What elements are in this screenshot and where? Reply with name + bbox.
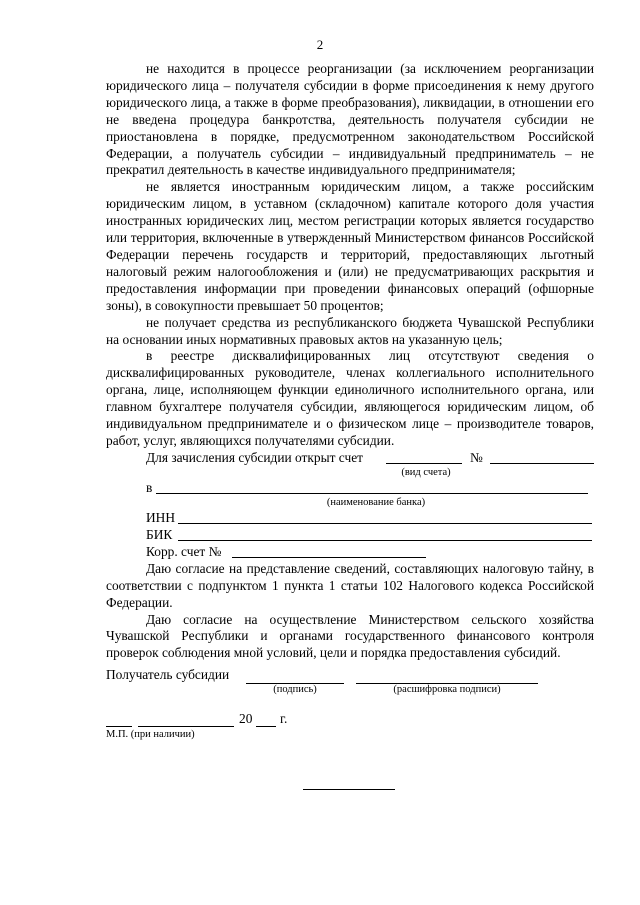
date-year-suffix: г. xyxy=(280,711,288,726)
signature-decode-field[interactable] xyxy=(356,670,538,684)
date-day-field[interactable] xyxy=(106,713,132,727)
account-label: Для зачисления субсидии открыт счет xyxy=(146,449,364,465)
paragraph-reorganization: не находится в процессе реорганизации (за исключением реорганизации юридического лица – получателя субсидии в форме присоединения к нему другого юридического лица, а также в форме преобразования), ликвидации, в отношении его не введена процедура банкротства, деятельность получателя субсидии не приостановлена в порядке, предусмотренном законодательством Российской Федерации, а получатель субсидии – индивидуальный предприниматель – не прекратил деятельность в качестве индивидуального предпринимателя; xyxy=(106,61,594,178)
bank-name-field[interactable] xyxy=(156,480,588,494)
date-year-field[interactable] xyxy=(256,713,276,727)
corr-account-label: Корр. счет № xyxy=(146,543,222,559)
stamp-label: М.П. (при наличии) xyxy=(106,729,195,740)
corr-account-field[interactable] xyxy=(232,544,426,558)
bik-label: БИК xyxy=(146,526,173,542)
date-year-prefix: 20 xyxy=(239,711,253,726)
account-type-field[interactable] xyxy=(386,450,462,464)
inn-label: ИНН xyxy=(146,509,176,525)
account-number-field[interactable] xyxy=(490,450,594,464)
paragraph-budget-funds: не получает средства из республиканского бюджета Чувашской Республики на основании иных нормативных правовых актов на указанную цель; xyxy=(106,314,594,347)
account-number-sign: № xyxy=(470,449,483,465)
document-body xyxy=(106,61,594,662)
signature-caption: (подпись) xyxy=(273,684,317,695)
inn-field[interactable] xyxy=(178,510,592,524)
recipient-label: Получатель субсидии xyxy=(106,667,230,682)
bik-row xyxy=(106,527,594,544)
bank-prefix: в xyxy=(146,479,153,495)
end-divider xyxy=(303,789,395,790)
signature-decode-caption: (расшифровка подписи) xyxy=(393,684,501,695)
inn-row xyxy=(106,510,594,527)
bank-caption: (наименование банка) xyxy=(326,496,426,508)
paragraph-disqualified-registry: в реестре дисквалифицированных лиц отсутствуют сведения о дисквалифицированных руководителе, членах коллегиального исполнительного органа, лице, исполняющем функции единоличного исполнительного органа, или главном бухгалтере получателя субсидии, являющегося юридическим лицом, об индивидуальном предпринимателе и о физическом лице – производителе товаров, работ, услуг, являющихся получателями субсидии. xyxy=(106,348,594,448)
signature-field[interactable] xyxy=(246,670,344,684)
paragraph-foreign-entity: не является иностранным юридическим лицом, а также российским юридическим лицом, в уставном (складочном) капитале которого доля участия иностранных юридических лиц, местом регистрации которых является государство или территория, включенные в утвержденный Министерством финансов Российской Федерации перечень государств и территорий, предоставляющих льготный налоговый режим налогообложения и (или) не предусматривающих раскрытия и предоставления информации при проведении финансовых операций (офшорные зоны), в совокупности превышает 50 процентов; xyxy=(106,179,594,313)
page-number: 2 xyxy=(316,37,324,52)
bik-field[interactable] xyxy=(178,527,592,541)
consent-inspections: Даю согласие на осуществление Министерством сельского хозяйства Чувашской Республики и органами государственного финансового контроля проверок соблюдения мной условий, цели и порядка предоставления субсидий. xyxy=(106,611,594,661)
account-type-caption: (вид счета) xyxy=(401,466,451,478)
date-month-field[interactable] xyxy=(138,713,234,727)
consent-tax-secret: Даю согласие на представление сведений, составляющих налоговую тайну, в соответствии с подпунктом 1 пункта 1 статьи 102 Налогового кодекса Российской Федерации. xyxy=(106,560,594,610)
bank-caption-row xyxy=(106,497,594,510)
account-row xyxy=(106,450,594,467)
corr-account-row xyxy=(106,544,594,561)
account-type-caption-row xyxy=(106,467,594,480)
